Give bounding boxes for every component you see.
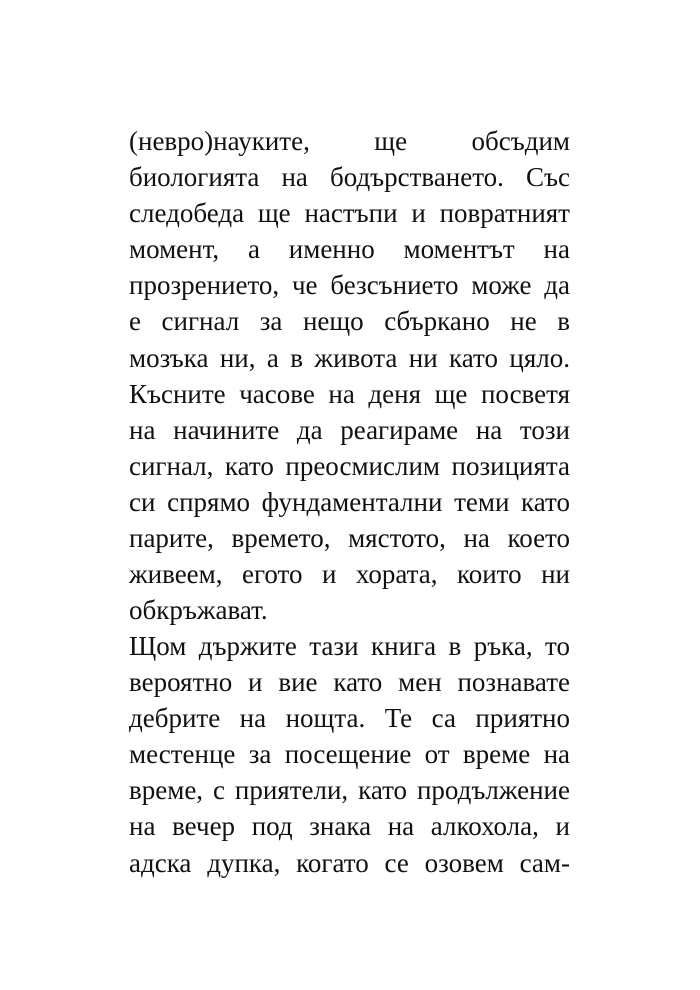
text-line: на вечер под знака на алкохола, и [129, 811, 570, 842]
text-line: (невро)науките, ще обсъдим [129, 126, 570, 156]
text-line: Щом държите тази книга в ръка, то [129, 631, 570, 661]
text-line: живеем, егото и хората, които ни [129, 559, 570, 590]
text-line: време, с приятели, като продължение [129, 775, 570, 806]
text-line: Късните часове на деня ще посветя [129, 378, 570, 409]
text-line: вероятно и вие като мен познавате [129, 667, 570, 698]
text-line: следобеда ще настъпи и повратният [129, 198, 570, 229]
text-line: прозрението, че безсънието може да [129, 270, 570, 301]
text-line: дебрите на нощта. Те са приятно [129, 703, 570, 734]
text-line: е сигнал за нещо сбъркано не в [129, 306, 570, 337]
text-line: парите, времето, мястото, на което [129, 523, 570, 554]
text-line: биологията на бодърстването. Със [129, 162, 570, 193]
text-line: сигнал, като преосмислим позицията [129, 450, 570, 481]
text-line: си спрямо фундаментални теми като [129, 486, 570, 517]
text-line: на начините да реагираме на този [129, 414, 570, 445]
text-line: мозъка ни, а в живота ни като цяло. [129, 342, 570, 373]
paragraph [129, 123, 570, 628]
paragraph [129, 628, 570, 881]
text-line: адска дупка, когато се озовем сам- [129, 847, 570, 878]
text-line: местенце за посещение от време на [129, 739, 570, 770]
text-line: обкръжават. [129, 595, 268, 626]
text-line: момент, а именно моментът на [129, 234, 570, 265]
